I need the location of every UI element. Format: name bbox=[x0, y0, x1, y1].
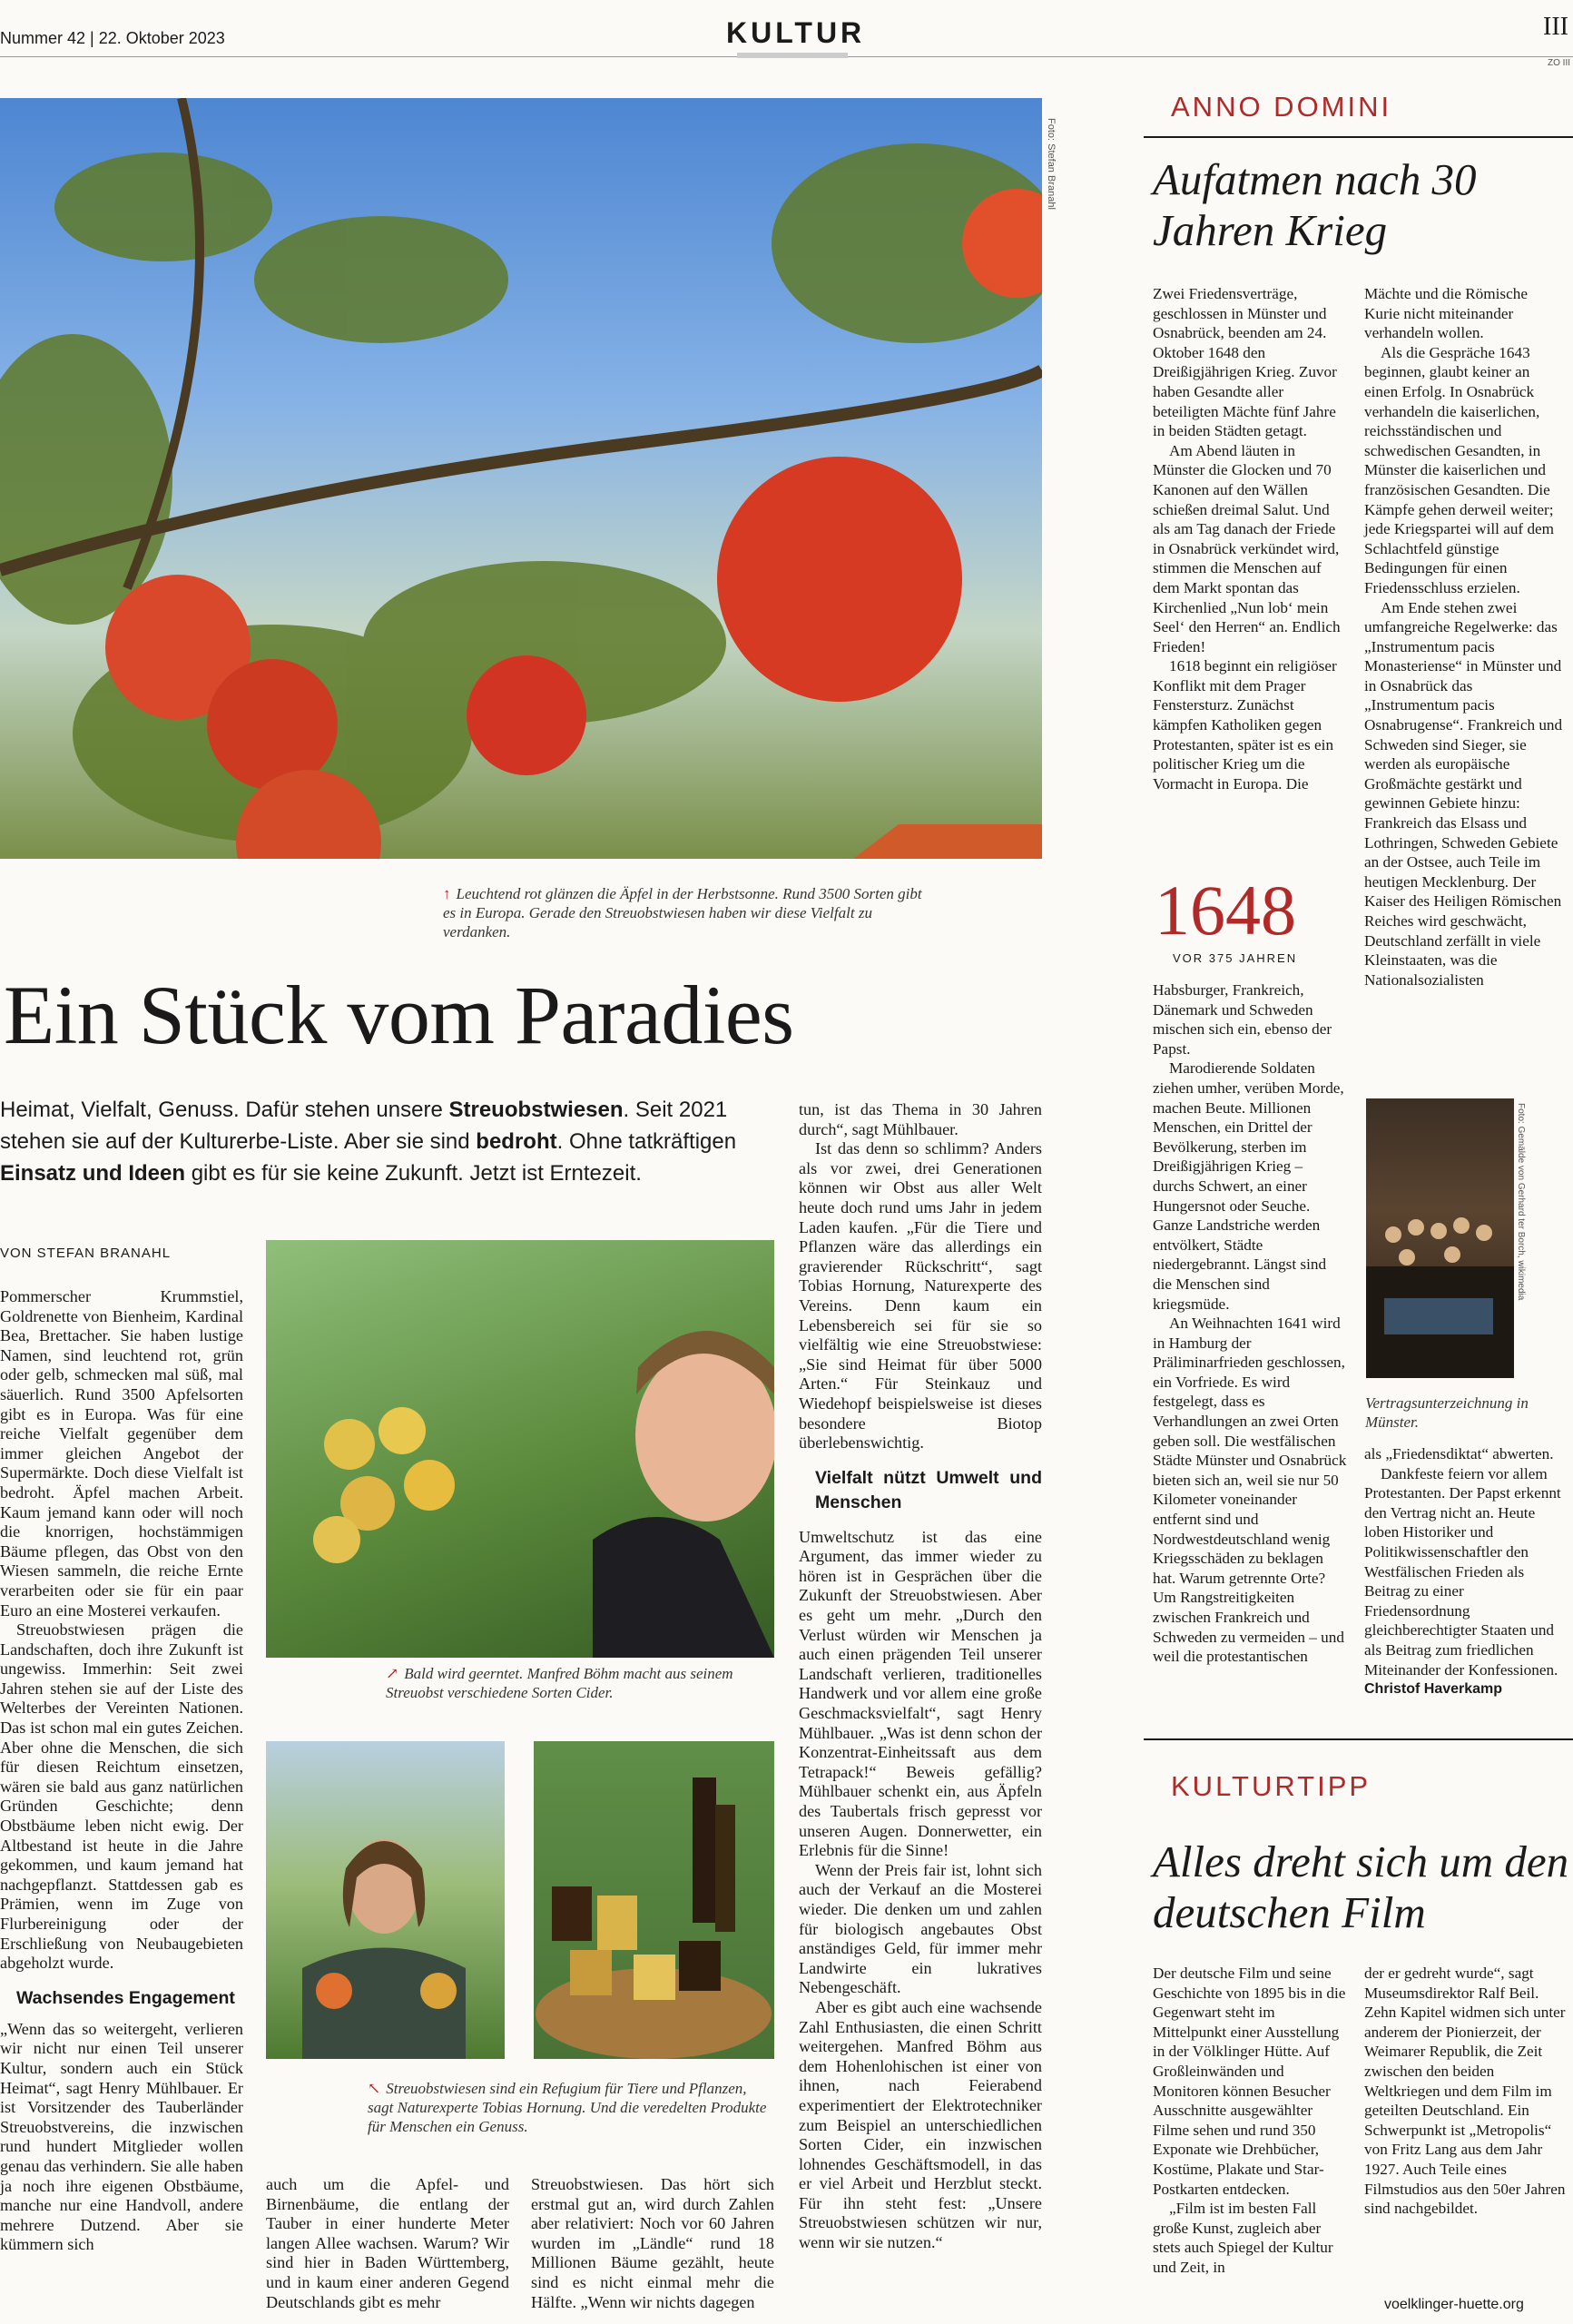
article-headline: Ein Stück vom Paradies bbox=[4, 969, 794, 1061]
paragraph: Umweltschutz ist das eine Argument, das immer wieder zu hören ist in Gesprächen über die Zukunft der Streuobstwiesen. Aber es geht um mehr. „Durch den Verlust würden wir Menschen ja auch einen prägenden Teil unserer Landschaft verlieren, traditionelles Handwerk und vor allem eine große Geschmacksvielfalt“, sagt Henry Mühlbauer. „Was ist denn schon der Konzentrat-Einheitssaft aus dem Tetrapack!“ Beweis gefällig? Mühlbauer schenkt ein, aus Äpfeln des Taubertals frisch gepresst vor unseren Augen. Donnerwetter, ein Erlebnis für die Sinne! bbox=[799, 1527, 1042, 1860]
paragraph: der er gedreht wurde“, sagt Museumsdirektor Ralf Beil. Zehn Kapitel widmen sich unter anderem der Pionierzeit, der Weimarer Republik, die Zeit zwischen den beiden Weltkriegen und dem Film im geteilten Deutschland. Ein Schwerpunkt ist „Metropolis“ von Fritz Lang aus dem Jahr 1927. Auch Teile eines Filmstudios aus den 50er Jahren sind nachgebildet. bbox=[1364, 1965, 1566, 2218]
section-title: KULTUR bbox=[726, 16, 866, 49]
paragraph: Streuobstwiesen. Das hört sich erstmal gut an, wird durch Zahlen aber relativiert: Noch vor 60 Jahren wurden im „Ländle“ rund 18 Millionen Bäume gezählt, heute sind es nicht einmal mehr die Hälfte. „Wenn wir nichts dagegen bbox=[531, 2175, 774, 2311]
photo-manfred-boehm bbox=[266, 1240, 774, 1658]
tipp-website-link[interactable]: voelklinger-huette.org bbox=[1384, 2297, 1524, 2312]
anno-column-b bbox=[1364, 284, 1566, 990]
paragraph: tun, ist das Thema in 30 Jahren durch“, sagt Mühlbauer. bbox=[799, 1100, 1042, 1138]
anno-column-a bbox=[1153, 284, 1348, 793]
paragraph: Mächte und die Römische Kurie nicht miteinander verhandeln wollen. bbox=[1364, 285, 1528, 342]
subhead-vielfalt: Vielfalt nützt Umwelt und Menschen bbox=[815, 1467, 1042, 1512]
paragraph: Zwei Friedensverträge, geschlossen in Münster und Osnabrück, beenden am 24. Oktober 1648 den Dreißigjährigen Krieg. Zuvor haben Gesandte aller beteiligten Mächte fünf Jahre in beiden Städten getagt. bbox=[1153, 285, 1337, 440]
paragraph: Als die Gespräche 1643 beginnen, glaubt keiner an einen Erfolg. In Osnabrück verhandeln die kaiserlichen, reichsständischen und schwedischen Gesandten, in Münster die kaiserlichen und französischen Gesandten. Die Kämpfe gehen derweil weiter; jede Kriegspartei will auf dem Schlachtfeld günstige Bedingungen für einen Friedensschluss erzielen. bbox=[1364, 343, 1555, 596]
anno-headline: Aufatmen nach 30 Jahren Krieg bbox=[1153, 154, 1477, 255]
photo-products-basket bbox=[534, 1741, 774, 2059]
anno-rule bbox=[1144, 136, 1573, 138]
hero-caption bbox=[443, 884, 933, 941]
paragraph: Marodierende Soldaten ziehen umher, verüben Morde, machen Beute. Millionen Menschen, ein Drittel der Bevölkerung, sterben im Dreißigjährigen Krieg – durchs Schwert, an einer Hungersnot oder Seuche. Ganze Landstriche werden entvölkert, Städte niedergebrannt. Längst sind die Menschen sind kriegsmüde. bbox=[1153, 1059, 1344, 1313]
arrow-up-left-icon: ↖ bbox=[368, 2080, 381, 2097]
article-column-4 bbox=[799, 1100, 1042, 2253]
paragraph: Pommerscher Krummstiel, Goldrenette von Bienheim, Kardinal Bea, Brettacher. Sie haben lustige Namen, sind leuchtend rot, grün oder gelb, schmecken mal süß, mal säuerlich. Rund 3500 Apfelsorten gibt es in Europa. Was für eine reiche Vielfalt gegenüber dem immer gleichen Angebot der Supermärkte. Doch diese Vielfalt ist bedroht. Äpfel machen Arbeit. Kaum jemand kann oder will noch die knorrigen, hochstämmigen Bäume pflegen, das Obst von den Wiesen sammeln, die reiche Ernte verarbeiten oder sie für ein paar Euro an eine Mosterei verkaufen. bbox=[0, 1287, 243, 1620]
paragraph: „Wenn das so weitergeht, verlieren wir nicht nur einen Teil unserer Kultur, sondern auch ein Stück Heimat“, sagt Henry Mühlbauer. Er ist Vorsitzender des Tauberländer Streuobstvereins, die inzwischen rund hundert Mitglieder wollen genau das verhindern. Sie alle haben ja noch ihre eigenen Obstbäume, manche nur eine Handvoll, andere mehrere Dutzend. Aber sie kümmern sich bbox=[0, 2019, 243, 2254]
photo-tobias-hornung bbox=[266, 1741, 505, 2059]
anno-column-a2 bbox=[1153, 980, 1348, 1667]
paragraph: Der deutsche Film und seine Geschichte von 1895 bis in die Gegenwart steht im Mittelpunkt einer Ausstellung in der Völklinger Hütte. Auf Großleinwänden und Monitoren können Besucher Ausschnitte ausgewählter Filme sehen und rund 350 Exponate wie Drehbücher, Kostüme, Plakate und Star-Postkarten entdecken. bbox=[1153, 1965, 1346, 2198]
paragraph: auch um die Apfel- und Birnenbäume, die entlang der Tauber in einer hunderte Meter langen Allee wachsen. Warum? Wir sind hier in Baden Württemberg, und in kaum einer anderen Gegend Deutschlands gibt es mehr bbox=[266, 2175, 509, 2311]
paragraph: Am Abend läuten in Münster die Glocken und 70 Kanonen auf den Wällen schießen dreimal Salut. Und als am Tag danach der Friede in Osnabrück verkündet wird, stimmen die Menschen auf dem Markt spontan das Kirchenlied „Nun lob‘ mein Seel‘ den Herren“ an. Endlich Frieden! bbox=[1153, 441, 1341, 655]
section-underline bbox=[737, 53, 848, 58]
paragraph: Ist das denn so schlimm? Anders als vor zwei, drei Generationen können wir Obst aus aller Welt heute doch rund ums Jahr in jedem Laden kaufen. „Für die Tiere und Pflanzen wäre das allerdings ein gravierender Rückschritt“, sagt Tobias Hornung, Naturexperte des Vereins. Denn kaum ein Lebensbereich sei für sie so vielfältig wie eine Streuobstwiese: „Sie sind Heimat für über 5000 Arten.“ Für Steinkauz und Wiedehopf beispielsweise ist dieses besondere Biotop überlebenswichtig. bbox=[799, 1139, 1042, 1452]
subhead-engagement: Wachsendes Engagement bbox=[16, 1987, 235, 2008]
anno-column-b2 bbox=[1364, 1444, 1566, 1699]
tipp-rule bbox=[1144, 1738, 1573, 1740]
apple-tree-illustration bbox=[0, 98, 1042, 859]
article-column-3 bbox=[531, 2175, 774, 2312]
painting-credit: Foto: Gemälde von Gerhard ter Borch, wikimedia bbox=[1516, 1103, 1526, 1301]
painting-treaty-signing bbox=[1366, 1098, 1514, 1378]
arrow-up-right-icon: ↗ bbox=[386, 1665, 399, 1682]
paragraph: Am Ende stehen zwei umfangreiche Regelwerke: das „Instrumentum pacis Monasteriense“ in Münster und in Osnabrück das „Instrumentum pacis Osnabrugense“. Frankreich und Schweden sind Sieger, sie werden als europäische Großmächte gestärkt und gewinnen Gebiete hinzu: Frankreich das Elsass und Lothringen, Schweden Gebiete an der Ostsee, auch Teile im heutigen Mecklenburg. Der Kaiser des Heiligen Römischen Reiches wird geschwächt, Deutschland zerfällt in viele Kleinstaaten, was die Nationalsozialisten bbox=[1364, 598, 1563, 989]
paragraph: 1618 beginnt ein religiöser Konflikt mit dem Prager Fenstersturz. Zunächst kämpfen Katholiken gegen Protestanten, später ist es ein politischer Krieg um die Vormacht in Europa. Die bbox=[1153, 657, 1337, 793]
hero-caption-text: Leuchtend rot glänzen die Äpfel in der Herbstsonne. Rund 3500 Sorten gibt es in Europa. Gerade den Streuobstwiesen haben wir diese Vielfalt zu verdanken. bbox=[443, 885, 922, 940]
paragraph: Dankfeste feiern vor allem Protestanten. Der Papst erkennt den Vertrag nicht an. Heute loben Historiker und Politikwissenschaftler den Westfälischen Frieden als Beitrag zu einer Friedensordnung gleichberechtigter Staaten und als Beitrag zum friedlichen Miteinander der Konfessionen. bbox=[1364, 1464, 1561, 1679]
anno-author: Christof Haverkamp bbox=[1364, 1681, 1503, 1698]
article-column-2 bbox=[266, 2175, 509, 2312]
byline: VON STEFAN BRANAHL bbox=[0, 1246, 172, 1261]
kulturtipp-headline: Alles dreht sich um den deutschen Film bbox=[1153, 1837, 1569, 1937]
paragraph: als „Friedensdiktat“ abwerten. bbox=[1364, 1445, 1554, 1462]
hero-photo-apples bbox=[0, 98, 1042, 859]
paragraph: Habsburger, Frankreich, Dänemark und Schweden mischen sich ein, ebenso der Papst. bbox=[1153, 981, 1332, 1058]
year-subtitle: VOR 375 JAHREN bbox=[1173, 951, 1298, 965]
article-column-1 bbox=[0, 1287, 243, 2255]
arrow-up-icon: ↑ bbox=[443, 885, 451, 902]
photo3-caption: ↖ Streuobstwiesen sind ein Refugium für Tiere und Pflanzen, sagt Naturexperte Tobias Hornung. Und die veredelten Produkte für Menschen ein Genuss. bbox=[368, 2080, 767, 2135]
article-lede: Heimat, Vielfalt, Genuss. Dafür stehen unsere Streuobstwiesen. Seit 2021 stehen sie auf der Kulturerbe-Liste. Aber sie sind bedroht. Ohne tatkräftigen Einsatz und Ideen gibt es für sie keine Zukunft. Jetzt ist Erntezeit. bbox=[0, 1098, 737, 1186]
edition-tag: ZO III bbox=[1548, 58, 1570, 68]
kulturtipp-label: KULTURTIPP bbox=[1171, 1770, 1371, 1802]
photo2-caption: ↗ Bald wird geerntet. Manfred Böhm macht aus seinem Streuobst verschiedene Sorten Cider. bbox=[386, 1665, 733, 1701]
tipp-column-b bbox=[1364, 1964, 1566, 2219]
paragraph: Aber es gibt auch eine wachsende Zahl Enthusiasten, die einen Schritt weitergehen. Manfred Böhm aus dem Hohenlohischen ist einer von ihnen, nach Feierabend experimentiert der Elektrotechniker zum Beispiel an unterschiedlichen Sorten Cider, ein inzwischen lohnendes Geschäftsmodell, in das er viel Arbeit und Herzblut steckt. Für ihn steht fest: „Unsere Streuobstwiesen schützen wir nur, wenn wir sie nutzen.“ bbox=[799, 1997, 1042, 2252]
anno-domini-label: ANNO DOMINI bbox=[1171, 91, 1392, 123]
paragraph: An Weihnachten 1641 wird in Hamburg der Präliminarfrieden geschlossen, ein Vorfriede. Es wird festgelegt, dass es Verhandlungen an zwei Orten geben soll. Die westfälischen Städte Münster und Osnabrück bieten sich an, weil sie nur 50 Kilometer voneinander entfernt sind und Nordwestdeutschland wenig Kriegsschäden zu beklagen hat. Warum getrennte Orte? Um Rangstreitigkeiten zwischen Frankreich und Schweden zu vermeiden – und weil die protestantischen bbox=[1153, 1315, 1347, 1666]
paragraph: „Film ist im besten Fall große Kunst, zugleich aber stets auch Spiegel der Kultur und Zeit, in bbox=[1153, 2200, 1333, 2276]
paragraph: Wenn der Preis fair ist, lohnt sich auch der Verkauf an die Mosterei wieder. Die denken um und zahlen für biologisch angebautes Obst anständiges Geld, für immer mehr Landwirte ein lukratives Nebengeschäft. bbox=[799, 1860, 1042, 1997]
issue-date: Nummer 42 | 22. Oktober 2023 bbox=[0, 29, 225, 47]
paragraph: Streuobstwiesen prägen die Landschaften, doch ihre Zukunft ist ungewiss. Immerhin: Seit zwei Jahren stehen sie auf der Liste des Welterbes der Vereinten Nationen. Das ist schon mal ein gutes Zeichen. Aber ohne die Menschen, die sich für diesen Reichtum einsetzen, wären sie bald aus ganz natürlichen Gründen Geschichte; denn Obstbäume leben nicht ewig. Der Altbestand ist heute in die Jahre gekommen, und kaum jemand hat nachgepflanzt. Stattdessen gab es Prämien, wenn im Zuge von Flurbereinigung oder der Erschließung von Neubaugebieten abgeholzt wurde. bbox=[0, 1620, 243, 1973]
year-1648: 1648 bbox=[1155, 871, 1296, 950]
tipp-column-a bbox=[1153, 1964, 1348, 2278]
painting-caption: Vertragsunterzeichnung in Münster. bbox=[1365, 1394, 1529, 1431]
hero-photo-credit: Foto: Stefan Branahl bbox=[1046, 118, 1057, 210]
page-number: III bbox=[1543, 13, 1568, 41]
